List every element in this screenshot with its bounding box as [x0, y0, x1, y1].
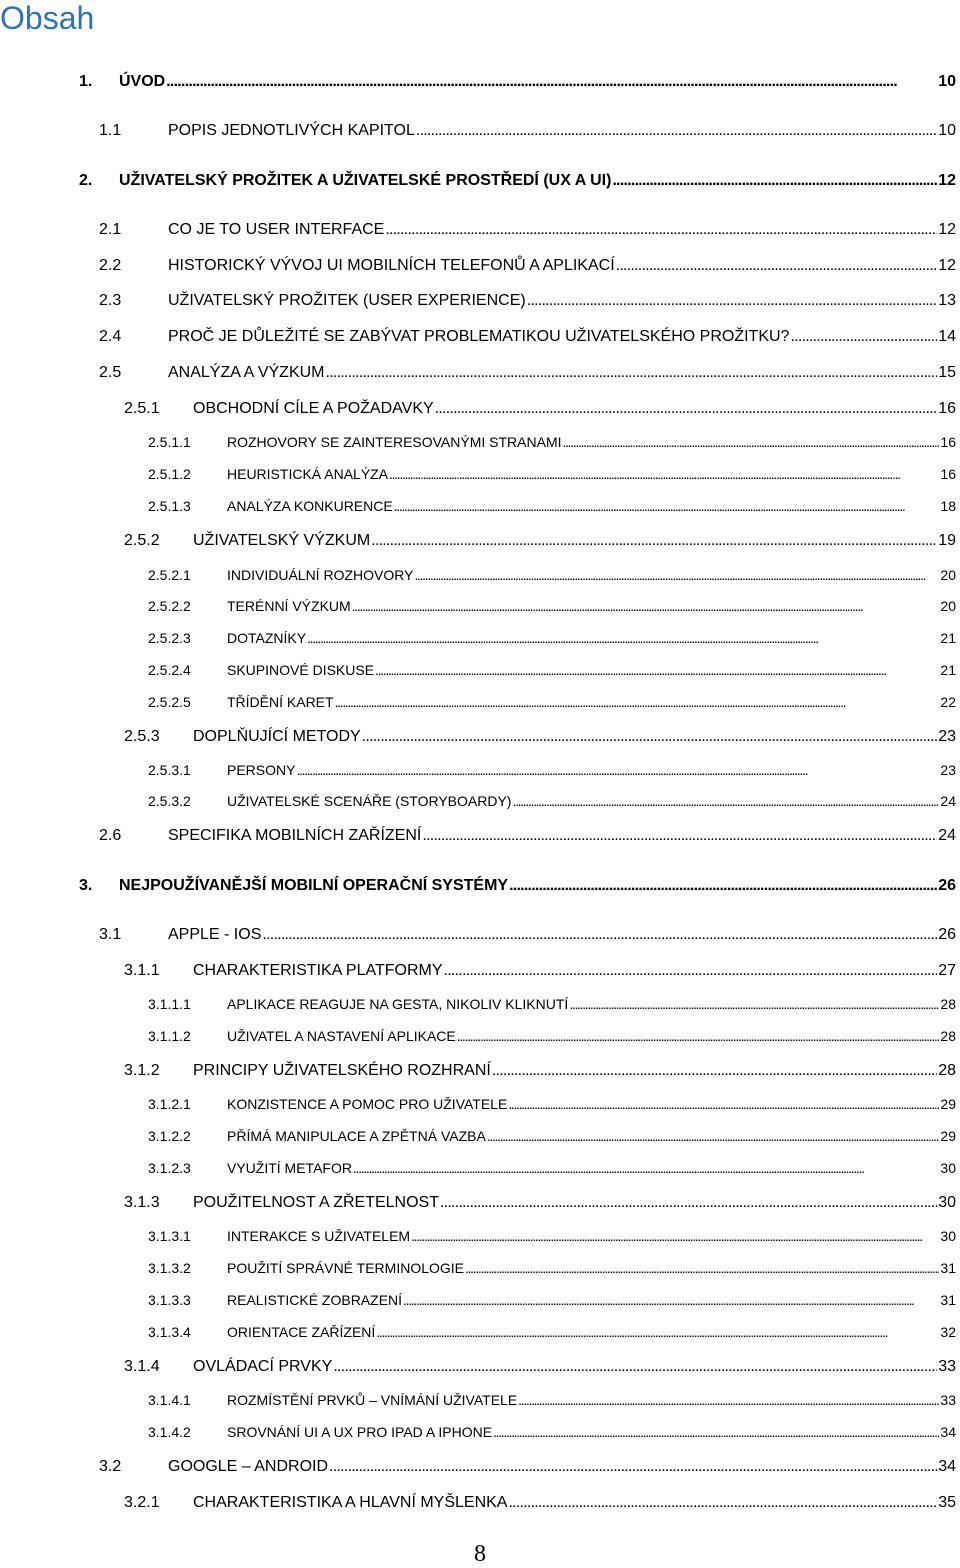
toc-dot-leader [411, 1225, 939, 1247]
toc-entry-page: 24 [940, 793, 956, 809]
toc-dot-leader [493, 1421, 939, 1443]
toc-dot-leader [353, 1157, 939, 1179]
toc-entry[interactable] [148, 1125, 956, 1147]
toc-dot-leader [790, 325, 937, 349]
toc-entry-number: 2.5.2.3 [148, 630, 191, 646]
toc-entry-number: 2.5.2.1 [148, 567, 191, 583]
toc-entry-page: 12 [938, 257, 956, 274]
toc-entry-number: 2.5.1.2 [148, 466, 191, 482]
toc-entry-label: POUŽITÍ SPRÁVNÉ TERMINOLOGIE [227, 1260, 465, 1276]
toc-entry-label: PERSONY [227, 762, 296, 778]
toc-dot-leader [403, 1289, 939, 1311]
toc-entry-page: 28 [938, 1062, 956, 1079]
toc-entry-page: 10 [938, 122, 956, 139]
toc-entry[interactable] [148, 1257, 956, 1279]
toc-entry-page: 15 [938, 364, 956, 381]
toc-dot-leader [465, 1257, 939, 1279]
toc-entry-label: SKUPINOVÉ DISKUSE [227, 662, 375, 678]
toc-entry-label: HEURISTICKÁ ANALÝZA [227, 466, 389, 482]
toc-entry-number: 3.1.2 [124, 1062, 160, 1079]
toc-entry-number: 1. [79, 73, 93, 90]
toc-entry-label: POPIS JEDNOTLIVÝCH KAPITOL [168, 122, 415, 139]
toc-entry[interactable] [99, 254, 956, 278]
toc-dot-leader [333, 1355, 937, 1379]
toc-entry-page: 30 [940, 1160, 956, 1176]
toc-entry[interactable] [124, 959, 956, 983]
toc-entry[interactable] [99, 289, 956, 313]
toc-entry-page: 24 [938, 827, 956, 844]
toc-entry-number: 3.1.3 [124, 1194, 160, 1211]
toc-entry-number: 3.2 [99, 1458, 122, 1475]
toc-entry[interactable] [148, 759, 956, 781]
toc-entry-page: 21 [940, 662, 956, 678]
toc-entry-page: 26 [938, 926, 956, 943]
toc-entry[interactable] [79, 874, 956, 898]
page-title: Obsah [0, 0, 95, 36]
toc-entry-page: 32 [940, 1324, 956, 1340]
toc-entry-label: ROZHOVORY SE ZAINTERESOVANÝMI STRANAMI [227, 434, 562, 450]
toc-entry-number: 3. [79, 877, 93, 894]
toc-entry[interactable] [148, 691, 956, 713]
toc-entry-number: 3.1 [99, 926, 122, 943]
toc-dot-leader [435, 397, 938, 421]
toc-entry-label: HISTORICKÝ VÝVOJ UI MOBILNÍCH TELEFONŮ A APLIKACÍ [168, 257, 615, 274]
toc-dot-leader [394, 495, 940, 517]
toc-entry-page: 28 [940, 1028, 956, 1044]
toc-entry-page: 16 [940, 466, 956, 482]
toc-entry-label: UŽIVATELSKÉ SCENÁŘE (STORYBOARDY) [227, 793, 512, 809]
toc-dot-leader [508, 1093, 939, 1115]
toc-entry-page: 20 [940, 567, 956, 583]
toc-entry[interactable] [148, 1389, 956, 1411]
toc-entry-number: 3.1.4.2 [148, 1424, 191, 1440]
toc-entry-label: CHARAKTERISTIKA A HLAVNÍ MYŠLENKA [193, 1494, 508, 1511]
toc-dot-leader [326, 361, 938, 385]
toc-entry-label: OBCHODNÍ CÍLE A POŽADAVKY [193, 400, 434, 417]
toc-dot-leader [457, 1025, 940, 1047]
toc-dot-leader [512, 790, 939, 812]
toc-entry-label: CO JE TO USER INTERFACE [168, 221, 385, 238]
toc-dot-leader [352, 595, 940, 617]
toc-dot-leader [518, 1389, 939, 1411]
toc-dot-leader [509, 874, 937, 898]
toc-entry-number: 2. [79, 172, 93, 189]
toc-entry[interactable] [148, 627, 956, 649]
toc-entry-page: 18 [940, 498, 956, 514]
toc-entry-page: 30 [940, 1228, 956, 1244]
toc-dot-leader [612, 169, 937, 193]
toc-entry-number: 3.1.3.1 [148, 1228, 191, 1244]
page-number: 8 [474, 1541, 486, 1567]
toc-entry-number: 3.2.1 [124, 1494, 160, 1511]
toc-entry-label: ORIENTACE ZAŘÍZENÍ [227, 1324, 376, 1340]
toc-dot-leader [262, 923, 937, 947]
toc-entry[interactable] [99, 218, 956, 242]
toc-entry-number: 2.5.1 [124, 400, 160, 417]
toc-entry[interactable] [148, 1289, 956, 1311]
toc-entry-page: 33 [938, 1358, 956, 1375]
toc-entry[interactable] [148, 659, 956, 681]
toc-entry-page: 31 [940, 1260, 956, 1276]
toc-entry-number: 2.5.1.3 [148, 498, 191, 514]
toc-entry[interactable] [79, 70, 956, 94]
toc-entry[interactable] [124, 1059, 956, 1083]
toc-entry-label: SROVNÁNÍ UI A UX PRO IPAD A IPHONE [227, 1424, 493, 1440]
toc-entry-page: 23 [938, 728, 956, 745]
toc-entry-number: 3.1.3.2 [148, 1260, 191, 1276]
toc-entry[interactable] [99, 119, 956, 143]
toc-entry-page: 13 [938, 292, 956, 309]
toc-entry-label: SPECIFIKA MOBILNÍCH ZAŘÍZENÍ [168, 827, 422, 844]
toc-dot-leader [166, 70, 937, 94]
toc-entry[interactable] [124, 725, 956, 749]
toc-entry-label: UŽIVATEL A NASTAVENÍ APLIKACE [227, 1028, 456, 1044]
toc-dot-leader [416, 119, 937, 143]
toc-dot-leader [329, 1455, 937, 1479]
toc-entry-number: 2.5.2.2 [148, 598, 191, 614]
toc-entry-label: UŽIVATELSKÝ PROŽITEK (USER EXPERIENCE) [168, 292, 526, 309]
toc-entry-number: 2.5 [99, 364, 122, 381]
toc-entry-page: 23 [940, 762, 956, 778]
toc-entry-number: 3.1.1.2 [148, 1028, 191, 1044]
toc-entry-page: 29 [940, 1128, 956, 1144]
toc-entry-page: 34 [938, 1458, 956, 1475]
toc-entry[interactable] [148, 1421, 956, 1443]
toc-entry-label: APPLE - IOS [168, 926, 262, 943]
toc-entry-label: APLIKACE REAGUJE NA GESTA, NIKOLIV KLIKNUTÍ [227, 996, 569, 1012]
toc-entry-number: 3.1.3.3 [148, 1292, 191, 1308]
toc-entry-page: 31 [940, 1292, 956, 1308]
toc-dot-leader [440, 1191, 937, 1215]
toc-entry-label: PŘÍMÁ MANIPULACE A ZPĚTNÁ VAZBA [227, 1128, 486, 1144]
toc-dot-leader [569, 993, 939, 1015]
toc-entry-label: TERÉNNÍ VÝZKUM [227, 598, 351, 614]
toc-dot-leader [375, 659, 939, 681]
toc-entry[interactable] [99, 923, 956, 947]
toc-entry-page: 10 [938, 73, 956, 90]
toc-dot-leader [376, 1321, 939, 1343]
toc-dot-leader [414, 564, 939, 586]
toc-dot-leader [616, 254, 938, 278]
toc-entry[interactable] [148, 495, 956, 517]
toc-entry-label: OVLÁDACÍ PRVKY [193, 1358, 333, 1375]
toc-entry-label: KONZISTENCE A POMOC PRO UŽIVATELE [227, 1096, 508, 1112]
toc-entry[interactable] [148, 1225, 956, 1247]
toc-entry-number: 3.1.2.1 [148, 1096, 191, 1112]
toc-entry-label: ANALÝZA KONKURENCE [227, 498, 393, 514]
toc-entry-label: INDIVIDUÁLNÍ ROZHOVORY [227, 567, 414, 583]
toc-entry-page: 26 [938, 877, 956, 894]
toc-dot-leader [371, 529, 937, 553]
toc-entry-number: 2.4 [99, 328, 122, 345]
toc-dot-leader [422, 824, 937, 848]
toc-entry-label: REALISTICKÉ ZOBRAZENÍ [227, 1292, 403, 1308]
toc-entry-number: 3.1.2.2 [148, 1128, 191, 1144]
toc-entry[interactable] [148, 1157, 956, 1179]
toc-entry-page: 19 [938, 532, 956, 549]
toc-dot-leader [487, 1125, 940, 1147]
toc-entry-number: 2.5.1.1 [148, 434, 191, 450]
toc-dot-leader [362, 725, 937, 749]
toc-entry-page: 12 [938, 221, 956, 238]
toc-entry[interactable] [148, 790, 956, 812]
toc-entry-label: ANALÝZA A VÝZKUM [168, 364, 325, 381]
toc-entry[interactable] [148, 431, 956, 453]
toc-dot-leader [563, 431, 940, 453]
toc-entry-label: PRINCIPY UŽIVATELSKÉHO ROZHRANÍ [193, 1062, 491, 1079]
toc-entry-label: NEJPOUŽÍVANĚJŠÍ MOBILNÍ OPERAČNÍ SYSTÉMY [119, 877, 509, 894]
toc-entry-label: TŘÍDĚNÍ KARET [227, 694, 334, 710]
toc-entry-label: PROČ JE DŮLEŽITÉ SE ZABÝVAT PROBLEMATIKOU UŽIVATELSKÉHO PROŽITKU? [168, 328, 790, 345]
toc-entry-number: 2.1 [99, 221, 122, 238]
toc-entry-page: 35 [938, 1494, 956, 1511]
toc-entry[interactable] [148, 1093, 956, 1115]
toc-entry-label: POUŽITELNOST A ZŘETELNOST [193, 1194, 439, 1211]
toc-entry-number: 2.5.2.5 [148, 694, 191, 710]
toc-entry[interactable] [148, 595, 956, 617]
toc-entry-number: 2.5.2 [124, 532, 160, 549]
toc-entry-number: 3.1.1.1 [148, 996, 191, 1012]
toc-entry-label: DOTAZNÍKY [227, 630, 307, 646]
toc-entry-number: 2.5.3.1 [148, 762, 191, 778]
toc-entry-number: 3.1.1 [124, 962, 160, 979]
toc-entry[interactable] [124, 1191, 956, 1215]
toc-dot-leader [296, 759, 939, 781]
toc-entry-number: 2.5.3 [124, 728, 160, 745]
toc-entry-label: INTERAKCE S UŽIVATELEM [227, 1228, 411, 1244]
toc-entry[interactable] [124, 1355, 956, 1379]
toc-entry[interactable] [148, 1025, 956, 1047]
toc-entry-page: 22 [940, 694, 956, 710]
toc-entry[interactable] [99, 361, 956, 385]
toc-entry-label: CHARAKTERISTIKA PLATFORMY [193, 962, 443, 979]
toc-entry-page: 20 [940, 598, 956, 614]
toc-entry-page: 34 [940, 1424, 956, 1440]
toc-dot-leader [307, 627, 939, 649]
toc-entry[interactable] [99, 325, 956, 349]
toc-entry-page: 28 [940, 996, 956, 1012]
toc-entry[interactable] [148, 463, 956, 485]
toc-dot-leader [389, 463, 939, 485]
toc-entry-label: ROZMÍSTĚNÍ PRVKŮ – VNÍMÁNÍ UŽIVATELE [227, 1392, 518, 1408]
toc-entry-number: 3.1.3.4 [148, 1324, 191, 1340]
toc-entry-page: 21 [940, 630, 956, 646]
toc-dot-leader [492, 1059, 937, 1083]
toc-entry-label: ÚVOD [119, 73, 166, 90]
toc-entry-page: 33 [940, 1392, 956, 1408]
toc-entry-number: 3.1.4.1 [148, 1392, 191, 1408]
toc-entry-page: 27 [938, 962, 956, 979]
toc-dot-leader [527, 289, 938, 313]
toc-entry-page: 16 [938, 400, 956, 417]
toc-entry-number: 2.5.3.2 [148, 793, 191, 809]
toc-entry-page: 12 [938, 172, 956, 189]
toc-entry[interactable] [99, 1455, 956, 1479]
toc-entry-label: UŽIVATELSKÝ VÝZKUM [193, 532, 371, 549]
toc-entry[interactable] [99, 824, 956, 848]
toc-entry-label: GOOGLE – ANDROID [168, 1458, 329, 1475]
toc-dot-leader [335, 691, 940, 713]
toc-entry[interactable] [79, 169, 956, 193]
toc-entry-number: 3.1.2.3 [148, 1160, 191, 1176]
toc-entry-page: 29 [940, 1096, 956, 1112]
toc-entry[interactable] [124, 1491, 956, 1515]
toc-entry-page: 30 [938, 1194, 956, 1211]
toc-dot-leader [385, 218, 937, 242]
toc-entry[interactable] [148, 564, 956, 586]
toc-entry-page: 16 [940, 434, 956, 450]
toc-entry[interactable] [148, 993, 956, 1015]
toc-entry-number: 1.1 [99, 122, 122, 139]
toc-entry-number: 2.2 [99, 257, 122, 274]
toc-entry-label: UŽIVATELSKÝ PROŽITEK A UŽIVATELSKÉ PROSTŘEDÍ (UX A UI) [119, 172, 612, 189]
toc-entry-page: 14 [938, 328, 956, 345]
toc-entry-label: VYUŽITÍ METAFOR [227, 1160, 352, 1176]
toc-entry-label: DOPLŇUJÍCÍ METODY [193, 728, 361, 745]
toc-dot-leader [444, 959, 938, 983]
toc-entry-number: 2.6 [99, 827, 122, 844]
toc-entry[interactable] [148, 1321, 956, 1343]
toc-dot-leader [508, 1491, 937, 1515]
toc-entry[interactable] [124, 397, 956, 421]
toc-entry-number: 3.1.4 [124, 1358, 160, 1375]
toc-entry[interactable] [124, 529, 956, 553]
toc-entry-number: 2.3 [99, 292, 122, 309]
toc-entry-number: 2.5.2.4 [148, 662, 191, 678]
